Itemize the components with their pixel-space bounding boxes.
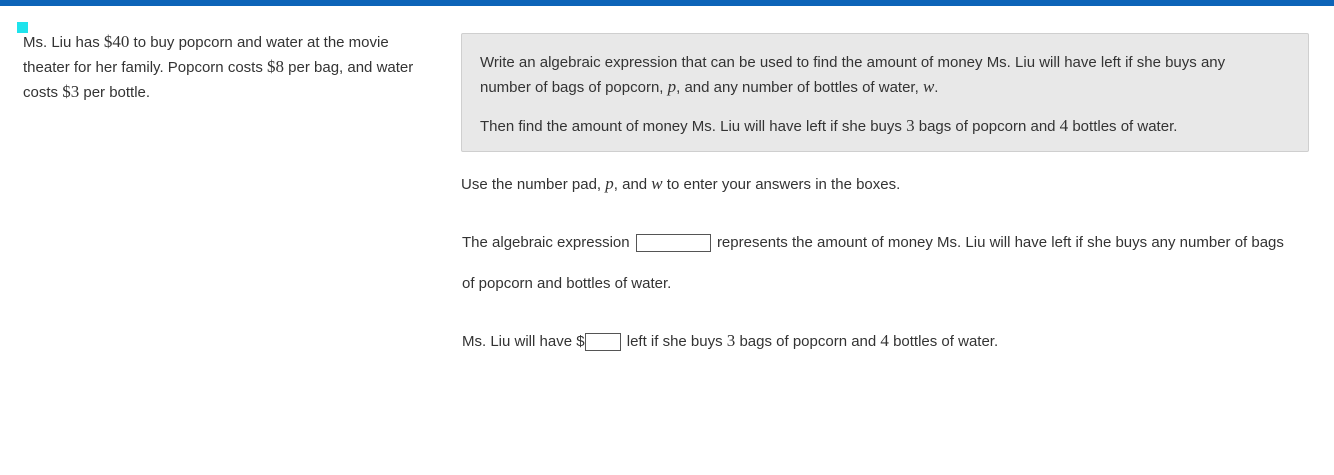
answer-1-line-2: of popcorn and bottles of water.	[462, 275, 672, 292]
water-cost: $3	[62, 82, 80, 101]
prompt-paragraph-1: Write an algebraic expression that can be used to find the amount of money Ms. Liu will have left if she buys any number of bags of popcorn, p, and any number of bottles of water, w.	[480, 54, 1226, 96]
instructions-text: Use the number pad, p, and w to enter your answers in the boxes.	[461, 174, 901, 193]
expression-input[interactable]	[636, 234, 711, 252]
variable-p: p	[667, 77, 677, 96]
amount-left-input[interactable]	[585, 333, 621, 351]
variable-w: w	[922, 77, 935, 96]
prompt-paragraph-2: Then find the amount of money Ms. Liu will have left if she buys 3 bags of popcorn and 4 bottles of water.	[480, 116, 1178, 135]
top-bar	[0, 0, 1334, 6]
answer-1-line: The algebraic expression represents the amount of money Ms. Liu will have left if she buys any number of bags	[462, 234, 1284, 251]
popcorn-cost: $8	[267, 57, 284, 76]
prompt-box	[461, 33, 1309, 152]
money-total: $40	[103, 32, 130, 51]
stimulus-passage: Ms. Liu has $40 to buy popcorn and water at the movie theater for her family. Popcorn costs $8 per bag, and water costs $3 per bottle.	[23, 32, 414, 101]
answer-2-line: Ms. Liu will have $ left if she buys 3 bags of popcorn and 4 bottles of water.	[462, 331, 999, 350]
